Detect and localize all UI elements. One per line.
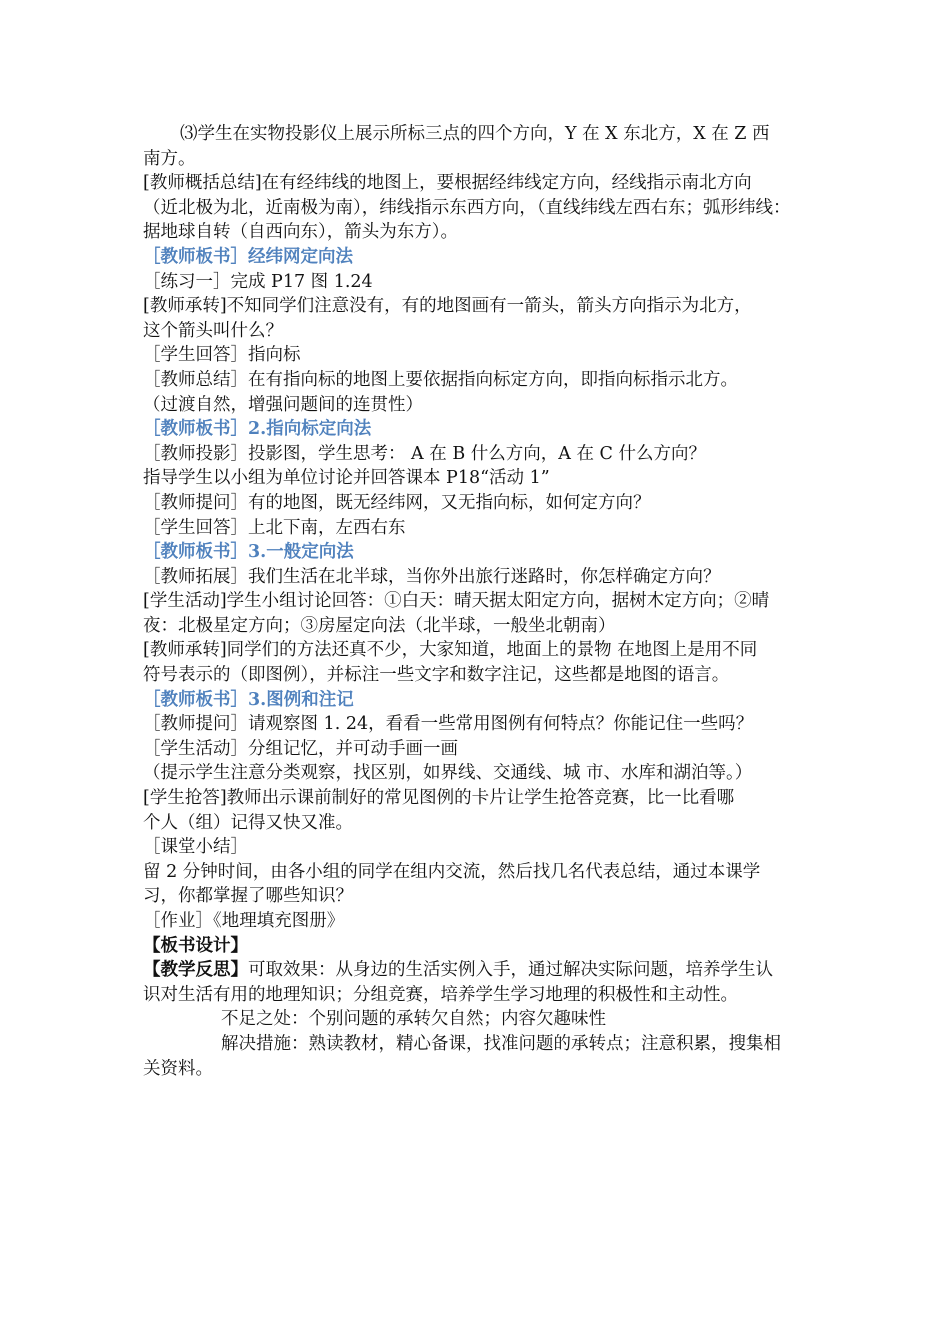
paragraph-line: 南方。 — [143, 148, 196, 169]
document-page — [143, 122, 823, 1081]
paragraph-line: 指导学生以小组为单位讨论并回答课本 P18“活动 1” — [143, 468, 550, 489]
paragraph-line: 夜：北极星定方向；③房屋定向法（北半球，一般坐北朝南） — [143, 615, 616, 636]
paragraph-line: ［课堂小结］ — [143, 837, 248, 858]
paragraph-line: 留 2 分钟时间，由各小组的同学在组内交流，然后找几名代表总结，通过本课学 — [143, 861, 761, 882]
paragraph-line: ⑶学生在实物投影仪上展示所标三点的四个方向，Y 在 X 东北方，X 在 Z 西 — [180, 124, 770, 144]
paragraph-line: ［教师投影］投影图，学生思考： A 在 B 什么方向，A 在 C 什么方向？ — [143, 443, 706, 464]
paragraph-line: ［教师提问］有的地图，既无经纬网，又无指向标，如何定方向？ — [143, 492, 651, 513]
paragraph-line: （过渡自然，增强问题间的连贯性） — [143, 394, 423, 415]
board-design-heading: 【板书设计】 — [143, 935, 248, 956]
paragraph-line: 不足之处：个别问题的承转欠自然；内容欠趣味性 — [221, 1009, 606, 1030]
paragraph-line: 这个箭头叫什么？ — [143, 320, 283, 341]
paragraph-line: （提示学生注意分类观察，找区别，如界线、交通线、城 市、水库和湖泊等。） — [143, 763, 753, 784]
section-heading: ［教师板书］3.一般定向法 — [143, 542, 354, 563]
paragraph-line: 识对生活有用的地理知识；分组竞赛，培养学生学习地理的积极性和主动性。 — [143, 984, 738, 1005]
paragraph-line: ［教师拓展］我们生活在北半球，当你外出旅行迷路时，你怎样确定方向？ — [143, 566, 721, 587]
paragraph-line: 个人（组）记得又快又准。 — [143, 812, 353, 833]
paragraph-line: ［教师总结］在有指向标的地图上要依据指向标定方向，即指向标指示北方。 — [143, 369, 738, 390]
paragraph-line: 解决措施：熟读教材，精心备课，找准问题的承转点；注意积累，搜集相 — [221, 1033, 781, 1054]
paragraph-line: ［教师提问］请观察图 1. 24，看看一些常用图例有何特点？你能记住一些吗？ — [143, 714, 754, 735]
paragraph-line: ［学生回答］指向标 — [143, 345, 301, 366]
paragraph-line: （近北极为北，近南极为南），纬线指示东西方向，（直线纬线左西右东；弧形纬线： — [143, 197, 791, 218]
section-heading: ［教师板书］经纬网定向法 — [143, 246, 353, 267]
paragraph-line: ［学生活动］分组记忆，并可动手画一画 — [143, 738, 458, 759]
paragraph-line: [教师承转]同学们的方法还真不少，大家知道，地面上的景物 在地图上是用不同 — [143, 640, 758, 661]
paragraph-line: [学生活动]学生小组讨论回答：①白天：晴天据太阳定方向，据树木定方向；②晴 — [143, 591, 770, 612]
reflection-label: 【教学反思】 — [143, 960, 248, 981]
section-heading: ［教师板书］3.图例和注记 — [143, 689, 354, 710]
paragraph-line: ［学生回答］上北下南，左西右东 — [143, 517, 406, 538]
reflection-line — [143, 958, 823, 983]
paragraph-line: 符号表示的（即图例），并标注一些文字和数字注记，这些都是地图的语言。 — [143, 665, 730, 686]
section-heading: ［教师板书］2.指向标定向法 — [143, 419, 372, 440]
paragraph-line: 习，你都掌握了哪些知识？ — [143, 886, 353, 907]
paragraph-line: ［练习一］完成 P17 图 1.24 — [143, 271, 373, 292]
paragraph-line: [学生抢答]教师出示课前制好的常见图例的卡片让学生抢答竞赛，比一比看哪 — [143, 788, 735, 809]
paragraph-line: [教师概括总结]在有经纬线的地图上，要根据经纬线定方向，经线指示南北方向 — [143, 173, 752, 194]
paragraph-line: 据地球自转（自西向东），箭头为东方）。 — [143, 222, 458, 243]
reflection-text: 可取效果：从身边的生活实例入手，通过解决实际问题，培养学生认 — [248, 960, 773, 981]
paragraph-line: ［作业］《地理填充图册》 — [143, 911, 345, 931]
paragraph-line: 关资料。 — [143, 1058, 213, 1079]
paragraph-line: [教师承转]不知同学们注意没有，有的地图画有一箭头，箭头方向指示为北方， — [143, 296, 752, 317]
